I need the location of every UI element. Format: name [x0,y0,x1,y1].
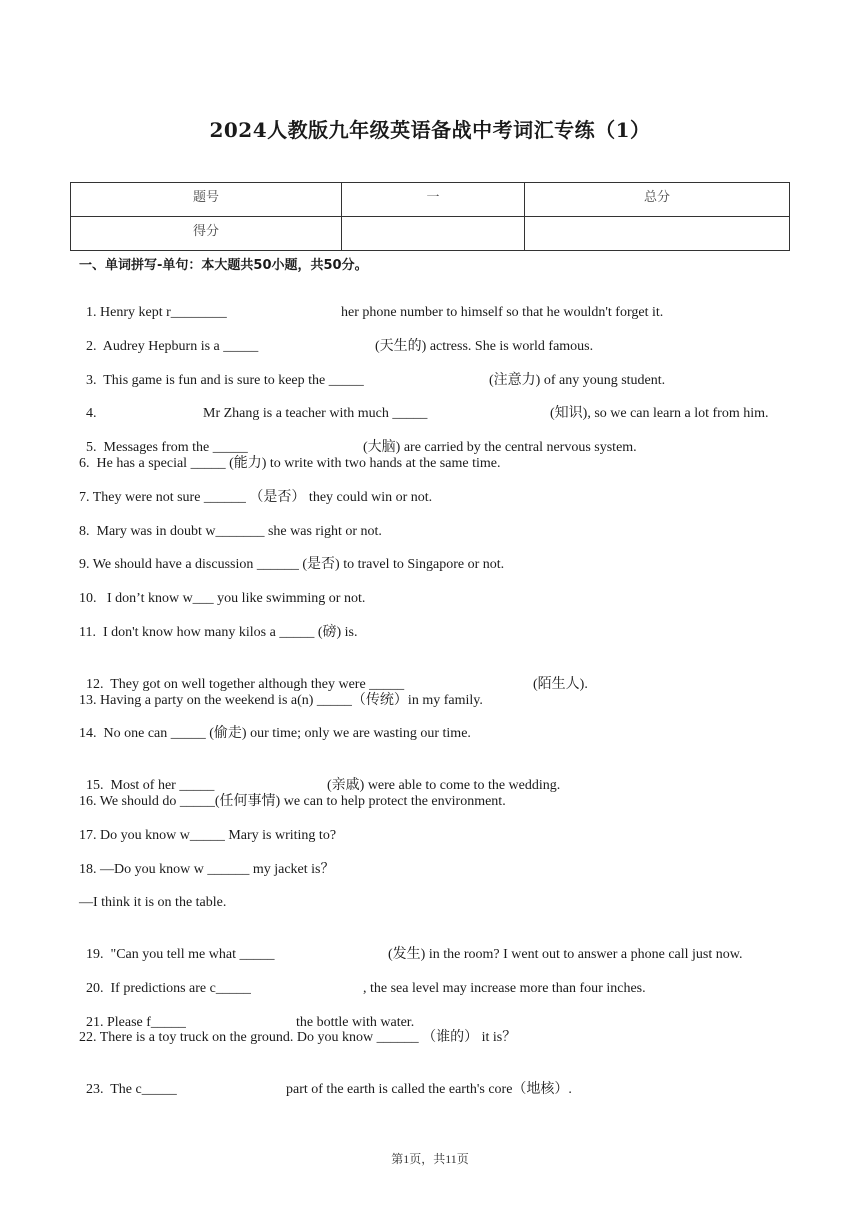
question-item: 11. I don't know how many kilos a _____ (磅) is. [79,625,358,640]
question-item: 12. They got on well together although they were _____ (陌生人). [86,677,588,692]
page-title: 2024人教版九年级英语备战中考词汇专练（1） [209,118,651,142]
question-item: 23. The c_____ part of the earth is called the earth's core（地核）. [86,1082,572,1097]
question-item: 2. Audrey Hepburn is a _____ (天生的) actress. She is world famous. [86,339,594,354]
score-table-row [71,217,790,251]
question-item: 9. We should have a discussion ______ (是否) to travel to Singapore or not. [79,557,505,572]
question-item: 19. "Can you tell me what _____ (发生) in the room? I went out to answer a phone call just now. [86,947,743,962]
question-item: 21. Please f_____ the bottle with water. [86,1015,415,1030]
question-item: 6. He has a special _____ (能力) to write with two hands at the same time. [79,456,501,471]
question-item: 17. Do you know w_____ Mary is writing to? [79,828,337,843]
question-item: 16. We should do _____(任何事情) we can to help protect the environment. [79,794,506,809]
score-table-cell: 一 [342,183,525,217]
page-footer: 第1页，共11页 [391,1152,469,1166]
question-item: 3. This game is fun and is sure to keep the _____ (注意力) of any young student. [86,373,666,388]
question-item: 20. If predictions are c_____ , the sea level may increase more than four inches. [86,981,646,996]
score-table-row [71,183,790,217]
score-table-cell: 题号 [71,183,342,217]
question-item: —I think it is on the table. [79,895,227,910]
score-table-cell: 得分 [71,217,342,251]
score-table [70,182,790,251]
question-item: 1. Henry kept r________ her phone number to himself so that he wouldn't forget it. [86,305,664,320]
question-item: 4. Mr Zhang is a teacher with much _____ (知识), so we can learn a lot from him. [86,406,769,421]
question-item: 22. There is a toy truck on the ground. Do you know ______ （谁的） it is？ [79,1030,517,1045]
question-item: 7. They were not sure ______ （是否） they could win or not. [79,490,433,505]
question-item: 14. No one can _____ (偷走) our time; only we are wasting our time. [79,726,471,741]
score-table-cell [342,217,525,251]
question-item: 10. I don’t know w___ you like swimming or not. [79,591,366,606]
question-item: 5. Messages from the _____ (大脑) are carried by the central nervous system. [86,440,637,455]
question-item: 8. Mary was in doubt w_______ she was right or not. [79,524,382,539]
question-item: 18. —Do you know w ______ my jacket is？ [79,862,335,877]
question-item: 15. Most of her _____ (亲戚) were able to come to the wedding. [86,778,561,793]
score-table-cell [525,217,790,251]
score-table-cell: 总分 [525,183,790,217]
question-item: 13. Having a party on the weekend is a(n) _____（传统）in my family. [79,693,483,708]
section-heading: 一、单词拼写-单句：本大题共50小题，共50分。 [79,258,368,273]
